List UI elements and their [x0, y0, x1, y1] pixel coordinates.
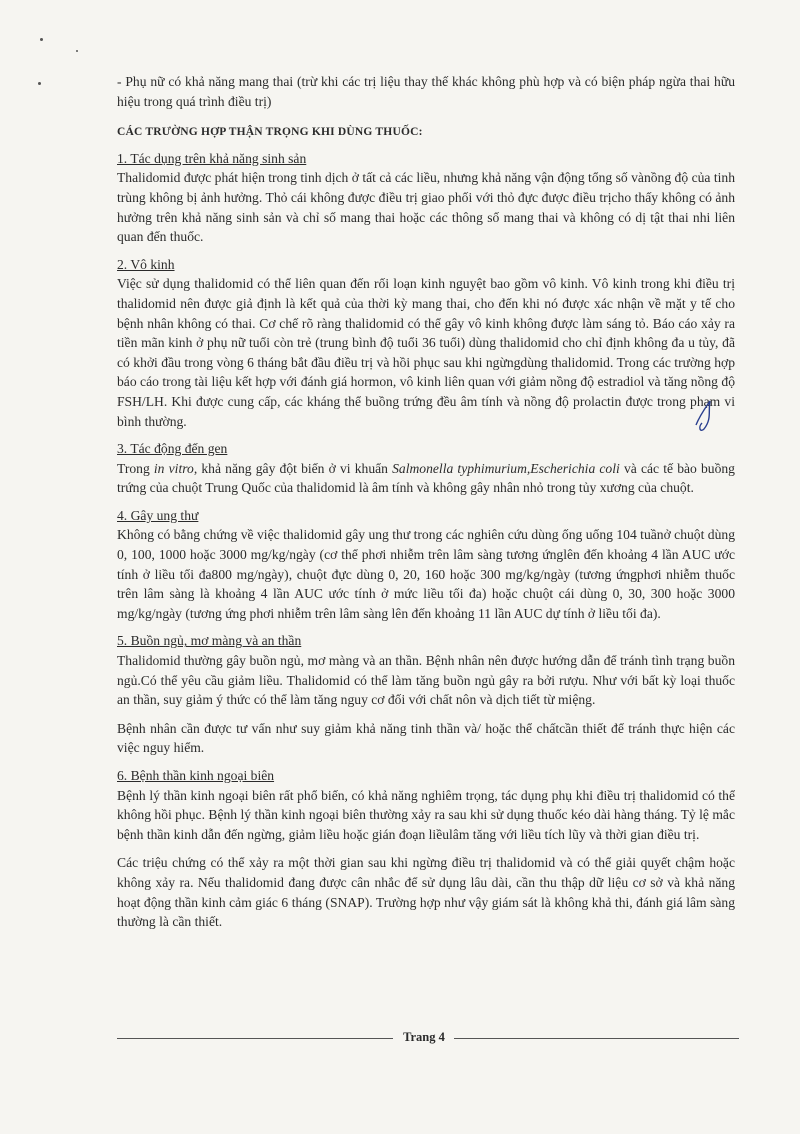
footer-rule: [117, 1038, 393, 1039]
section-amenorrhea: [117, 255, 735, 431]
text-run: và các tế bào buồng trứng của chuột Trung Quốc của thalidomid là âm tính và không gây nhân nhỏ trong tủy xương của chuột.: [117, 460, 735, 496]
intro-paragraph: - Phụ nữ có khả năng mang thai (trừ khi các trị liệu thay thế khác không phù hợp và có biện pháp ngừa thai hữu hiệu trong quá trình điều trị): [117, 74, 735, 109]
footer-rule: [454, 1038, 739, 1039]
section-title: 1. Tác dụng trên khả năng sinh sản: [117, 150, 307, 166]
paragraph: Việc sử dụng thalidomid có thể liên quan đến rối loạn kinh nguyệt bao gồm vô kinh. Vô kinh trong khi điều trị thalidomid nên được giả định là kết quả của thời kỳ mang thai, cho đến khi nó được xác nhận về mặt y tế cho bệnh nhân không có thai. Cơ chế rõ ràng thalidomid có thể gây vô kinh không được làm sáng tỏ. Báo cáo xảy ra tiền mãn kinh ở phụ nữ tuổi còn trẻ (trung bình độ tuổi 36 tuổi) dùng thalidomid cho chỉ định không đa u tủy, đã có khởi đầu trong vòng 6 tháng bắt đầu điều trị và hồi phục sau khi ngừngdùng thalidomid. Trong các trường hợp báo cáo trong tài liệu kết hợp với đánh giá hormon, vô kinh liên quan với giảm nồng độ estradiol và tăng nồng độ FSH/LH. Khi được cung cấp, các kháng thể buồng trứng đều âm tính và nồng độ prolactin được trong phạm vi bình thường.: [117, 276, 735, 429]
section-title: 5. Buồn ngủ, mơ màng và an thần: [117, 633, 302, 649]
italic-term: in vitro: [153, 460, 194, 476]
section-sedation: [117, 631, 735, 758]
text-run: , khả năng gây đột biến ở vi khuẩn: [193, 460, 393, 476]
scan-speck: [38, 82, 41, 85]
section-neuropathy: [117, 766, 735, 932]
text-run: Trong: [117, 460, 154, 476]
section-title: 6. Bệnh thần kinh ngoại biên: [117, 768, 275, 783]
italic-species: Salmonella typhimurium,Escherichia coli: [392, 460, 620, 476]
paragraph: Các triệu chứng có thể xảy ra một thời gian sau khi ngừng điều trị thalidomid và có thể giải quyết chậm hoặc không xảy ra. Nếu thalidomid đang được cân nhắc để sử dụng lâu dài, cần thu thập dữ liệu cơ sở và khả năng hoạt động thần kinh cảm giác 6 tháng (SNAP). Trường hợp như vậy giám sát là không khả thi, đánh giá lâm sàng thường là cần thiết.: [117, 855, 735, 930]
scan-speck: [40, 38, 43, 41]
paragraph: [117, 459, 735, 498]
handwritten-mark: [690, 395, 720, 435]
scan-speck: [76, 50, 78, 52]
section-title: 3. Tác động đến gen: [117, 441, 228, 457]
paragraph: Bệnh lý thần kinh ngoại biên rất phổ biến, có khả năng nghiêm trọng, tác dụng phụ khi điều trị thalidomid có thể không hồi phục. Bệnh lý thần kinh ngoại biên thường xảy ra sau khi sử dụng thuốc kéo dài hàng tháng. Tỷ lệ mắc bệnh thần kinh dẫn đến ngừng, giảm liều hoặc gián đoạn liềulâm tăng với liều tích lũy và thời gian điều trị.: [117, 787, 735, 842]
document-body: [117, 72, 735, 940]
section-title: 2. Vô kinh: [117, 256, 175, 272]
paragraph: Không có bằng chứng về việc thalidomid gây ung thư trong các nghiên cứu dùng ống uống 104 tuầnở chuột dùng 0, 100, 1000 hoặc 3000 mg/kg/ngày (cơ thể phơi nhiễm trên lâm sàng tương ứnglên đến khoảng 4 lần AUC ước tính ở liều tối đa800 mg/ngày), chuột đực dùng 0, 20, 160 hoặc 300 mg/kg/ngày (tương ứngphơi nhiễm thuốc trên lâm sàng là khoảng 4 lần AUC ước tính ở mức liều tối đa) hoặc chuột cái dùng 0, 30, 300 hoặc 3000 mg/kg/ngày (tương ứng phơi nhiễm trên lâm sàng lên đến khoảng 11 lần AUC dự tính ở liều tối đa).: [117, 527, 735, 621]
section-title: 4. Gây ung thư: [117, 507, 199, 523]
page-number: Trang 4: [403, 1030, 445, 1044]
paragraph: Thalidomid thường gây buồn ngủ, mơ màng và an thần. Bệnh nhân nên được hướng dẫn để tránh tình trạng buồn ngủ.Có thể yêu cầu giảm liều. Thalidomid có thể làm tăng buồn ngủ gây ra bởi rượu. Như với bất kỳ loại thuốc an thần, suy giảm ý thức có thể làm tăng nguy cơ đối với chất nôn và dịch tiết từ miệng.: [117, 653, 735, 708]
section-heading: CÁC TRƯỜNG HỢP THẬN TRỌNG KHI DÙNG THUỐC:: [117, 126, 423, 139]
section-fertility: [117, 149, 735, 247]
section-genotoxicity: [117, 439, 735, 498]
section-carcinogenicity: [117, 506, 735, 624]
page-footer: [117, 1030, 739, 1050]
paragraph: Thalidomid được phát hiện trong tinh dịch ở tất cả các liều, nhưng khả năng vận động tổng số vànồng độ của tinh trùng không bị ảnh hưởng. Thỏ cái không được điều trị giao phối với thỏ đực được điều trịcho thấy không có ảnh hưởng trên khả năng sinh sản và chỉ số mang thai hoặc các thông số mang thai và không có dị tật thai nhi liên quan đến thuốc.: [117, 170, 735, 245]
paragraph: Bệnh nhân cần được tư vấn như suy giảm khả năng tinh thần và/ hoặc thể chấtcần thiết để tránh thực hiện các việc nguy hiểm.: [117, 720, 735, 756]
